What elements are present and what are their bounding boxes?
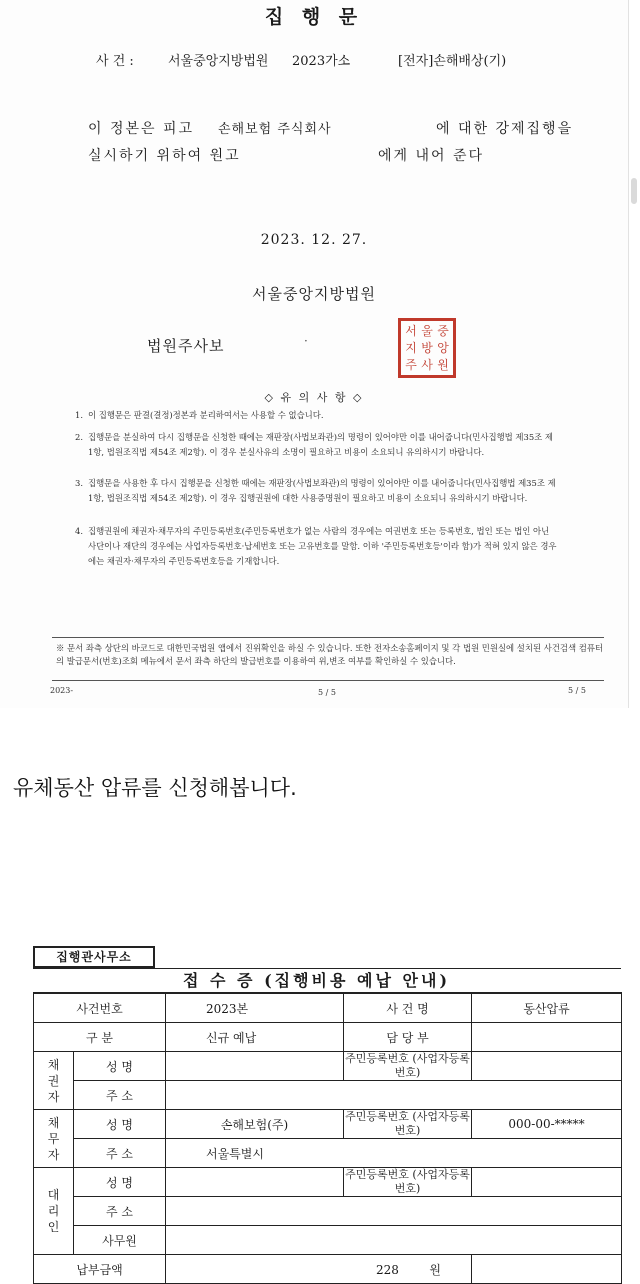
notice-item: 4. 집행권원에 채권자·채무자의 주민등록번호(주민등록번호가 없는 사람의 경우에는 여권번호 또는 등록번호, 법인 또는 법인 아닌 사단이나 재단의 경우에는 사업자등록번호·납세번호 또는 고유번호를 말함. 이하 '주민등록번호등'이라 함)가 적혀 있지 않은 경우에는 채권자·채무자의 주민등록번호등을 기재합니다. <box>75 526 557 566</box>
agent-clerk-value <box>166 1226 622 1255</box>
creditor-name-value <box>166 1052 344 1081</box>
table-row <box>34 993 622 1023</box>
body-line1-prefix: 이 정본은 피고 <box>88 121 195 137</box>
debtor-address-label: 주 소 <box>74 1139 166 1168</box>
manager-label: 담 당 부 <box>344 1023 472 1052</box>
creditor-address-label: 주 소 <box>74 1081 166 1110</box>
creditor-address-value <box>166 1081 622 1110</box>
category-label: 구 분 <box>34 1023 166 1052</box>
notice-header: ◇ 유 의 사 항 ◇ <box>264 391 364 404</box>
table-row <box>34 1052 622 1081</box>
notice-item: 2. 집행문을 분실하여 다시 집행문을 신청한 때에는 재판장(사법보좌관)의 명령이 있어야만 이를 내어줍니다(민사집행법 제35조 제1항, 법원조직법 제54조 제2항). 이 경우 분실사유의 소명이 필요하고 비용이 소요되니 유의하시기 바랍니다. <box>75 432 554 457</box>
table-row <box>34 1197 622 1226</box>
agent-id-value <box>472 1168 622 1197</box>
case-label: 사 건 : <box>96 54 134 69</box>
case-number-value: 2023본 <box>166 993 344 1023</box>
payment-extra <box>472 1255 622 1284</box>
case-name-value: 동산압류 <box>472 993 622 1023</box>
payment-value: 228 원 <box>166 1255 472 1284</box>
debtor-id-label: 주민등록번호 (사업자등록번호) <box>345 1110 470 1137</box>
manager-value <box>472 1023 622 1052</box>
page-number: 5 / 5 <box>318 688 336 697</box>
agent-group-label: 대 리 인 <box>34 1168 74 1255</box>
debtor-id-value: 000-00-***** <box>472 1110 622 1139</box>
case-number-label: 사건번호 <box>34 993 166 1023</box>
table-row <box>34 1139 622 1168</box>
payment-label: 납부금액 <box>34 1255 166 1284</box>
office-label: 집행관사무소 <box>33 946 155 968</box>
table-row <box>34 1255 622 1284</box>
debtor-address-value: 서울특별시 <box>166 1139 622 1168</box>
court-seal-icon: 서 울 중 지 방 앙 주 사 원 <box>398 318 456 378</box>
body-line2-prefix: 실시하기 위하여 원고 <box>88 148 241 164</box>
court-name: 서울중앙지방법원 <box>252 285 376 303</box>
agent-name-value <box>166 1168 344 1197</box>
post-caption: 유체동산 압류를 신청해봅니다. <box>13 776 297 800</box>
table-row <box>34 1226 622 1255</box>
agent-name-label: 성 명 <box>74 1168 166 1197</box>
issue-date: 2023. 12. 27. <box>260 232 368 248</box>
table-row <box>34 1110 622 1139</box>
defendant-name: 손해보험 주식회사 <box>218 122 332 137</box>
debtor-name-label: 성 명 <box>74 1110 166 1139</box>
body-line-1 <box>88 118 194 138</box>
table-row <box>34 1168 622 1197</box>
notice-item: 3. 집행문을 사용한 후 다시 집행문을 신청한 때에는 재판장(사법보좌관)의 명령이 있어야만 이를 내어줍니다(민사집행법 제35조 제1항, 법원조직법 제54조 제2항). 이 경우 집행권원에 대한 사용증명원이 필요하고 비용이 소요되니 유의하시기 바랍니다. <box>75 478 556 503</box>
clerk-name-mark: · <box>304 334 308 348</box>
agent-address-value <box>166 1197 622 1226</box>
case-name-label: 사 건 명 <box>344 993 472 1023</box>
agent-id-label: 주민등록번호 (사업자등록번호) <box>345 1168 470 1195</box>
creditor-id-value <box>472 1052 622 1081</box>
agent-address-label: 주 소 <box>74 1197 166 1226</box>
agent-clerk-label: 사무원 <box>74 1226 166 1255</box>
body-line2-suffix: 에게 내어 준다 <box>378 148 485 164</box>
case-court: 서울중앙지방법원 <box>168 54 269 69</box>
document-title: 집 행 문 <box>264 6 364 28</box>
creditor-name-label: 성 명 <box>74 1052 166 1081</box>
creditor-id-label: 주민등록번호 (사업자등록번호) <box>345 1052 470 1079</box>
table-row <box>34 1081 622 1110</box>
scrollbar-thumb[interactable] <box>631 178 637 204</box>
debtor-name-value: 손해보험(주) <box>166 1110 344 1139</box>
page-number-right: 5 / 5 <box>568 686 586 695</box>
table-row <box>34 1023 622 1052</box>
notice-item: 1. 이 집행문은 판결(결정)정본과 분리하여서는 사용할 수 없습니다. <box>75 410 324 420</box>
case-type: [전자]손해배상(기) <box>398 54 507 69</box>
issue-number: 2023- <box>50 686 74 695</box>
body-line1-suffix: 에 대한 강제집행을 <box>436 121 574 137</box>
verification-notice: ※ 문서 좌측 상단의 바코드로 대한민국법원 앱에서 진위확인을 하실 수 있습니다. 또한 전자소송홈페이지 및 각 법원 민원실에 설치된 사건검색 컴퓨터의 발급문서(번호)조회 메뉴에서 문서 좌측 하단의 발급번호를 이용하여 위,변조 여부를 확인하실 수 있습니다. <box>52 637 604 681</box>
creditor-group-label: 채 권 자 <box>34 1052 74 1110</box>
clerk-title: 법원주사보 <box>147 337 225 355</box>
receipt-title: 접 수 증 (집행비용 예납 안내) <box>183 971 451 990</box>
receipt-table <box>33 992 622 1284</box>
debtor-group-label: 채 무 자 <box>34 1110 74 1168</box>
case-number: 2023가소 <box>292 54 351 69</box>
category-value: 신규 예납 <box>166 1023 344 1052</box>
